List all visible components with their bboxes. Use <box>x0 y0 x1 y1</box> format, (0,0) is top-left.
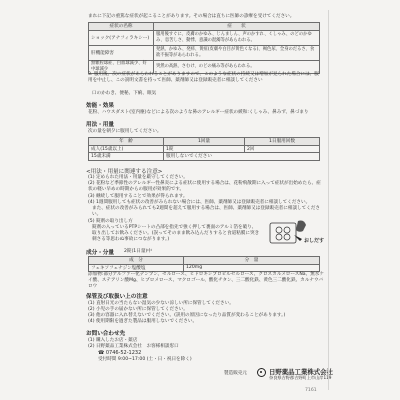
table-header-cell: 症 状 <box>154 23 320 31</box>
table-header-row <box>89 138 320 146</box>
efficacy-heading: 効能・効果 <box>86 103 114 109</box>
table-cell: フェキソフェナジン塩酸塩 <box>89 264 184 272</box>
table-cell: ショック(アナフィラキシー) <box>89 30 154 45</box>
storage-item-3: (3) 他の容器に入れ替えないでください。(誤用の原因になったり品質が変わることがあります。) <box>88 313 286 318</box>
storage-item-1: (1) 直射日光の当たらない湿気の少ない涼しい所に保管してください。 <box>88 301 234 306</box>
table-cell: 発熱、かゆみ、発疹、黄疸(皮膚や白目が黄色くなる)、褐色尿、全身のだるさ、食欲不振等があらわれる。 <box>154 45 320 60</box>
table-cell: 肝機能障害 <box>89 45 154 60</box>
table-row <box>89 264 320 272</box>
table-row <box>89 30 320 45</box>
table-header-cell: 1日服用回数 <box>245 138 320 146</box>
ptp-pictogram <box>268 215 324 249</box>
composition-intro: 2錠(1日量)中 <box>124 249 152 254</box>
table-cell: 服用しないでください <box>164 153 320 161</box>
pictogram-label: おしだす <box>304 238 325 244</box>
table-cell: 成人(15歳以上) <box>89 145 164 153</box>
table-header-row <box>89 23 320 31</box>
table-cell: 120mg <box>184 264 320 272</box>
dosage-intro: 次の量を朝夕に服用してください。 <box>88 129 162 134</box>
severe-symptoms-table <box>88 22 320 74</box>
note-3-text: 3. 服用後、次の症状があらわれることがありますので、このような症状の持続又は増加が見られた場合には、服用を中止し、この説明文書を持って医師、薬剤師又は登録販売者に相談してください <box>88 72 319 84</box>
dosage-notes-heading: <用法・用量に関連する注意> <box>86 169 163 175</box>
dosage-note-5-text: 錠剤の入っているPTPシートの凸部を指先で強く押して裏面のアルミ箔を破り、取り出してお飲みください。(誤ってそのまま飲み込んだりすると食道粘膜に突き刺さる等思わぬ事故につながります。) <box>92 225 260 243</box>
table-cell: 無顆粒球症、白血球減少、好中球減少 <box>89 60 154 73</box>
contact-item-2: (2) 日野薬品工業株式会社 お客様相談窓口 <box>88 344 179 349</box>
table-header-cell: 1回量 <box>164 138 245 146</box>
additives-text: 添加物:部分アルファー化デンプン、セルロース、ヒドロキシプロピルセルロース、クロスカルメロースNa、無水ケイ酸、ステアリン酸Mg、ヒプロメロース、マクロゴール、酸化チタン、三二酸化鉄、黄色三二酸化鉄、カルナウバロウ <box>88 272 324 290</box>
seller-label: 製造販売元 <box>224 371 247 376</box>
severe-intro-text: まれに下記の重篤な症状が起こることがあります。その場合は直ちに医師の診療を受けてください。 <box>88 14 295 19</box>
contact-hours: 受付時間 9:00~17:00 (土・日・祝日を除く) <box>98 357 192 362</box>
dosage-note-4b: また、症状の改善がみられても2週間を超えて服用する場合は、医師、薬剤師又は登録販売者に相談してください。 <box>92 206 321 218</box>
table-cell: 突然の高熱、さむけ、のどの痛み等があらわれる。 <box>154 60 320 73</box>
composition-table <box>88 256 320 272</box>
phone-icon: ☎ <box>98 350 105 356</box>
table-header-row <box>89 257 320 265</box>
dosage-note-1: (1) 定められた用法・用量を厳守してください。 <box>88 175 188 180</box>
table-header-cell: 分 量 <box>184 257 320 265</box>
dosage-heading: 用法・用量 <box>86 122 114 128</box>
table-cell: 15歳未満 <box>89 153 164 161</box>
contact-phone <box>98 350 141 356</box>
dosage-note-4: (4) 1週間服用しても症状の改善がみられない場合には、医師、薬剤師又は登録販売者に相談してください。 <box>88 200 311 205</box>
dosage-note-5: (5) 錠剤の取り出し方 <box>88 219 133 224</box>
table-header-cell: 年 齢 <box>89 138 164 146</box>
storage-item-4: (4) 使用期限を過ぎた製品は服用しないでください。 <box>88 319 198 324</box>
table-row <box>89 45 320 60</box>
table-cell: 1錠 <box>164 145 245 153</box>
storage-item-2: (2) 小児の手の届かない所に保管してください。 <box>88 307 188 312</box>
table-row <box>89 145 320 153</box>
company-address: 奈良県吉野郡吉野町上市山岸119 <box>269 375 332 380</box>
table-cell: 服用後すぐに、皮膚のかゆみ、じんましん、声のかすれ、くしゃみ、のどのかゆみ、息苦しさ、動悸、意識の混濁等があらわれる。 <box>154 30 320 45</box>
note-3-symptoms: 口のかわき、便秘、下痢、眠気 <box>92 91 157 96</box>
company-name: 日野薬品工業株式会社 <box>269 368 333 376</box>
table-row <box>89 153 320 161</box>
table-header-cell: 症状の名称 <box>89 23 154 31</box>
company-logo-icon <box>257 368 266 377</box>
dosage-note-2: (2) 花粉など季節性のアレルギー性鼻炎による症状に使用する場合は、花粉飛散期に入って症状が出始めたら、症状の軽い早めの時期からの服用が効果的です。 <box>88 181 321 193</box>
column-edge-rule <box>328 10 329 390</box>
efficacy-text: 花粉、ハウスダスト(室内塵)などによる次のような鼻のアレルギー症状の緩和:くしゃみ、鼻みず、鼻づまり <box>88 110 309 115</box>
dosage-note-3: (3) 継続して服用することで効果が得られます。 <box>88 194 188 199</box>
table-cell: 2回 <box>245 145 320 153</box>
contact-heading: お問い合わせ先 <box>86 331 126 337</box>
dosage-table <box>88 137 320 161</box>
phone-number: 0746-52-1232 <box>105 350 142 356</box>
page-code: 7161 <box>305 388 317 393</box>
contact-item-1: (1) 購入したお店・薬店 <box>88 338 138 343</box>
storage-heading: 保管及び取扱い上の注意 <box>86 294 148 300</box>
table-header-cell: 成 分 <box>89 257 184 265</box>
composition-heading: 成分・分量 <box>86 250 114 256</box>
